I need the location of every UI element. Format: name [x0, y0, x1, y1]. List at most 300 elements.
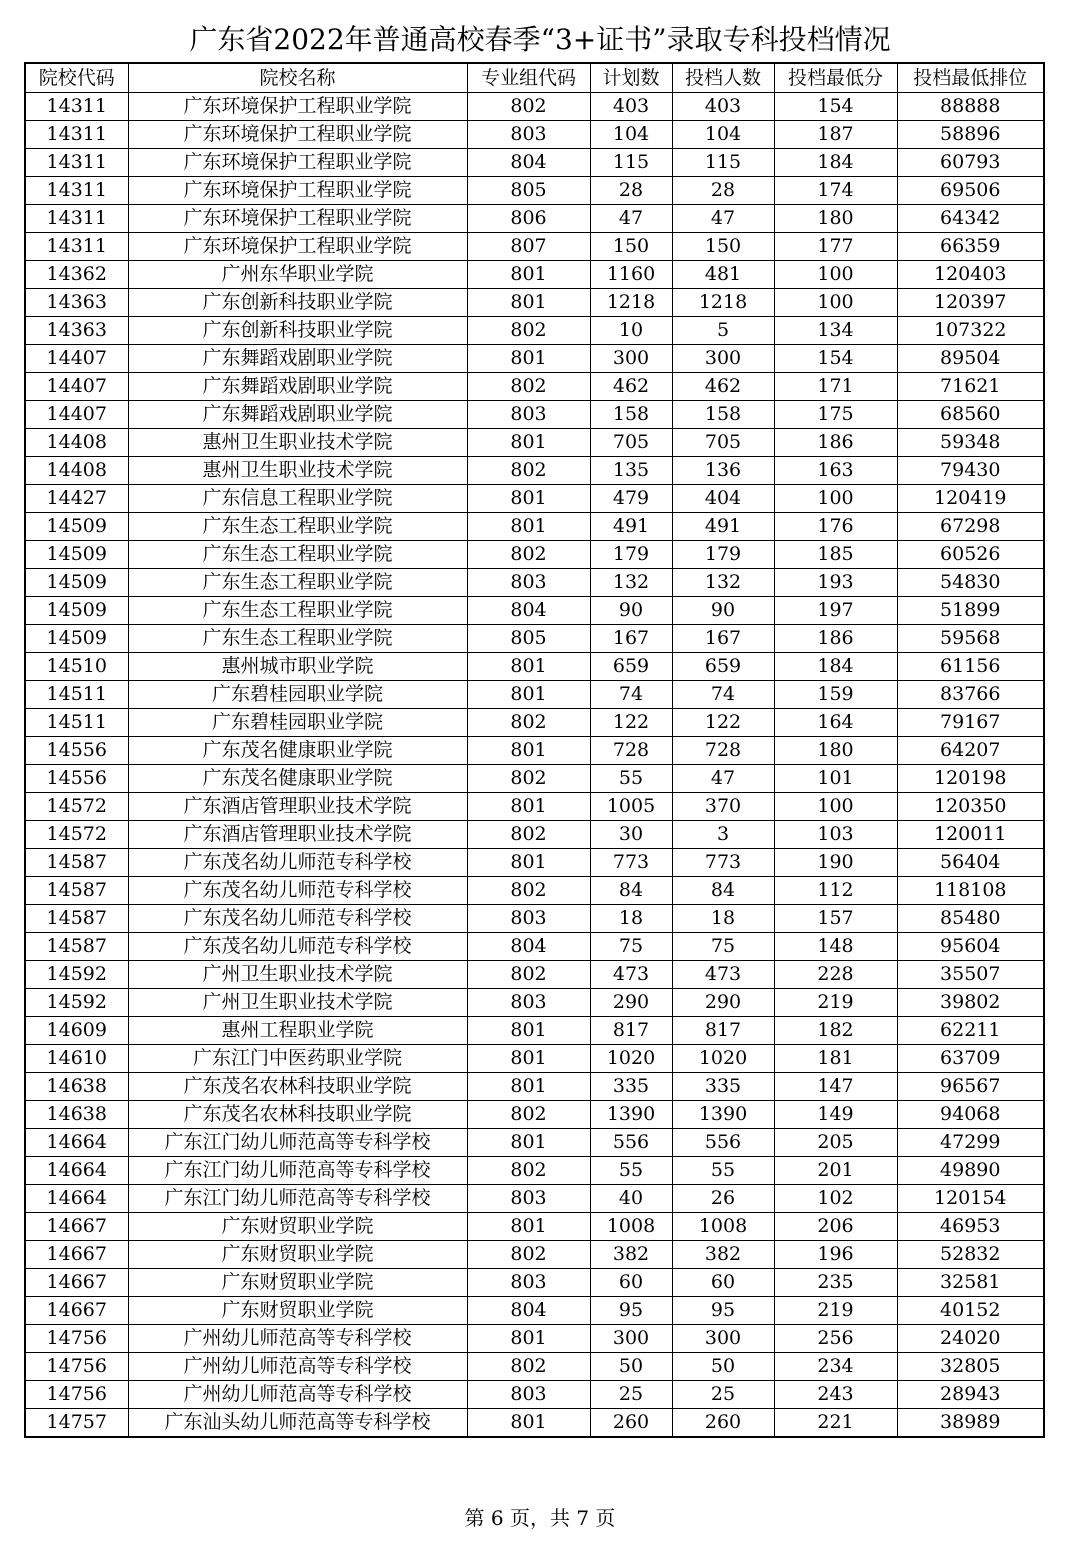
table-row — [25, 93, 1044, 121]
cell-min-rank: 63709 — [897, 1045, 1044, 1073]
cell-min-score: 235 — [774, 1269, 897, 1297]
cell-school-code: 14664 — [25, 1129, 128, 1157]
table-row — [25, 1325, 1044, 1353]
cell-plan-count: 335 — [590, 1073, 672, 1101]
cell-admitted-count: 158 — [672, 401, 774, 429]
table-row — [25, 1381, 1044, 1409]
cell-school-code: 14757 — [25, 1409, 128, 1438]
cell-plan-count: 1160 — [590, 261, 672, 289]
cell-school-name: 广东茂名农林科技职业学院 — [128, 1101, 467, 1129]
cell-admitted-count: 122 — [672, 709, 774, 737]
cell-min-score: 171 — [774, 373, 897, 401]
cell-admitted-count: 300 — [672, 1325, 774, 1353]
header-min-score: 投档最低分 — [774, 63, 897, 93]
cell-min-score: 176 — [774, 513, 897, 541]
cell-school-name: 广东酒店管理职业技术学院 — [128, 821, 467, 849]
cell-school-code: 14363 — [25, 317, 128, 345]
cell-major-group-code: 801 — [467, 513, 590, 541]
cell-school-name: 广东碧桂园职业学院 — [128, 681, 467, 709]
cell-plan-count: 773 — [590, 849, 672, 877]
cell-admitted-count: 462 — [672, 373, 774, 401]
cell-admitted-count: 150 — [672, 233, 774, 261]
cell-admitted-count: 335 — [672, 1073, 774, 1101]
table-row — [25, 737, 1044, 765]
cell-school-name: 广东财贸职业学院 — [128, 1213, 467, 1241]
cell-min-rank: 28943 — [897, 1381, 1044, 1409]
cell-school-name: 广东信息工程职业学院 — [128, 485, 467, 513]
cell-admitted-count: 382 — [672, 1241, 774, 1269]
cell-school-code: 14556 — [25, 737, 128, 765]
cell-admitted-count: 556 — [672, 1129, 774, 1157]
header-school-name: 院校名称 — [128, 63, 467, 93]
cell-major-group-code: 801 — [467, 849, 590, 877]
cell-plan-count: 60 — [590, 1269, 672, 1297]
cell-plan-count: 50 — [590, 1353, 672, 1381]
cell-min-score: 175 — [774, 401, 897, 429]
cell-school-code: 14311 — [25, 205, 128, 233]
cell-min-score: 184 — [774, 653, 897, 681]
cell-school-name: 广东生态工程职业学院 — [128, 513, 467, 541]
cell-plan-count: 290 — [590, 989, 672, 1017]
cell-min-rank: 24020 — [897, 1325, 1044, 1353]
cell-min-score: 180 — [774, 737, 897, 765]
cell-min-score: 100 — [774, 261, 897, 289]
cell-plan-count: 491 — [590, 513, 672, 541]
cell-plan-count: 115 — [590, 149, 672, 177]
table-row — [25, 1409, 1044, 1438]
cell-school-code: 14587 — [25, 905, 128, 933]
cell-major-group-code: 802 — [467, 93, 590, 121]
cell-major-group-code: 803 — [467, 569, 590, 597]
cell-major-group-code: 802 — [467, 1353, 590, 1381]
cell-school-code: 14592 — [25, 989, 128, 1017]
cell-min-rank: 64207 — [897, 737, 1044, 765]
cell-min-rank: 120419 — [897, 485, 1044, 513]
cell-school-name: 广东创新科技职业学院 — [128, 289, 467, 317]
table-row — [25, 1157, 1044, 1185]
cell-min-rank: 52832 — [897, 1241, 1044, 1269]
cell-min-score: 148 — [774, 933, 897, 961]
cell-plan-count: 300 — [590, 1325, 672, 1353]
cell-min-rank: 120350 — [897, 793, 1044, 821]
cell-school-code: 14587 — [25, 849, 128, 877]
table-row — [25, 1073, 1044, 1101]
cell-school-name: 广州卫生职业技术学院 — [128, 989, 467, 1017]
page-title: 广东省2022年普通高校春季“3+证书”录取专科投档情况 — [189, 23, 891, 56]
cell-school-code: 14407 — [25, 373, 128, 401]
cell-admitted-count: 473 — [672, 961, 774, 989]
cell-min-score: 196 — [774, 1241, 897, 1269]
cell-min-rank: 118108 — [897, 877, 1044, 905]
cell-min-rank: 60526 — [897, 541, 1044, 569]
cell-school-code: 14511 — [25, 709, 128, 737]
cell-admitted-count: 370 — [672, 793, 774, 821]
cell-min-rank: 39802 — [897, 989, 1044, 1017]
cell-plan-count: 75 — [590, 933, 672, 961]
table-row — [25, 149, 1044, 177]
cell-school-code: 14510 — [25, 653, 128, 681]
cell-min-score: 186 — [774, 429, 897, 457]
cell-admitted-count: 817 — [672, 1017, 774, 1045]
cell-major-group-code: 802 — [467, 961, 590, 989]
cell-min-rank: 59568 — [897, 625, 1044, 653]
table-row — [25, 233, 1044, 261]
cell-plan-count: 28 — [590, 177, 672, 205]
cell-school-code: 14572 — [25, 821, 128, 849]
cell-school-name: 惠州卫生职业技术学院 — [128, 429, 467, 457]
table-row — [25, 1213, 1044, 1241]
table-row — [25, 569, 1044, 597]
cell-school-code: 14756 — [25, 1353, 128, 1381]
cell-min-rank: 54830 — [897, 569, 1044, 597]
cell-min-rank: 38989 — [897, 1409, 1044, 1438]
cell-admitted-count: 132 — [672, 569, 774, 597]
table-row — [25, 681, 1044, 709]
cell-min-rank: 88888 — [897, 93, 1044, 121]
cell-school-code: 14667 — [25, 1297, 128, 1325]
table-row — [25, 793, 1044, 821]
cell-admitted-count: 728 — [672, 737, 774, 765]
cell-school-name: 广东生态工程职业学院 — [128, 625, 467, 653]
table-row — [25, 653, 1044, 681]
cell-plan-count: 1005 — [590, 793, 672, 821]
cell-min-rank: 62211 — [897, 1017, 1044, 1045]
cell-major-group-code: 801 — [467, 345, 590, 373]
table-row — [25, 1101, 1044, 1129]
cell-school-code: 14511 — [25, 681, 128, 709]
cell-school-code: 14509 — [25, 597, 128, 625]
table-row — [25, 429, 1044, 457]
cell-min-rank: 85480 — [897, 905, 1044, 933]
table-row — [25, 597, 1044, 625]
cell-plan-count: 30 — [590, 821, 672, 849]
cell-min-rank: 79430 — [897, 457, 1044, 485]
page-footer: 第 6 页，共 7 页 — [464, 1506, 616, 1530]
cell-school-name: 广东茂名幼儿师范专科学校 — [128, 905, 467, 933]
cell-major-group-code: 803 — [467, 401, 590, 429]
cell-min-score: 157 — [774, 905, 897, 933]
cell-admitted-count: 300 — [672, 345, 774, 373]
cell-school-name: 广东茂名幼儿师范专科学校 — [128, 877, 467, 905]
cell-school-code: 14587 — [25, 933, 128, 961]
cell-admitted-count: 60 — [672, 1269, 774, 1297]
cell-min-score: 193 — [774, 569, 897, 597]
table-row — [25, 401, 1044, 429]
cell-plan-count: 462 — [590, 373, 672, 401]
cell-plan-count: 817 — [590, 1017, 672, 1045]
cell-school-name: 广州幼儿师范高等专科学校 — [128, 1325, 467, 1353]
cell-school-name: 广东财贸职业学院 — [128, 1297, 467, 1325]
cell-plan-count: 728 — [590, 737, 672, 765]
table-row — [25, 1353, 1044, 1381]
cell-school-name: 广东茂名幼儿师范专科学校 — [128, 933, 467, 961]
cell-min-score: 243 — [774, 1381, 897, 1409]
table-row — [25, 177, 1044, 205]
cell-major-group-code: 801 — [467, 261, 590, 289]
cell-min-rank: 59348 — [897, 429, 1044, 457]
cell-school-code: 14509 — [25, 569, 128, 597]
cell-admitted-count: 773 — [672, 849, 774, 877]
cell-admitted-count: 74 — [672, 681, 774, 709]
cell-min-rank: 60793 — [897, 149, 1044, 177]
cell-min-score: 147 — [774, 1073, 897, 1101]
cell-major-group-code: 803 — [467, 989, 590, 1017]
cell-school-code: 14756 — [25, 1381, 128, 1409]
cell-min-score: 205 — [774, 1129, 897, 1157]
cell-major-group-code: 801 — [467, 429, 590, 457]
cell-min-score: 228 — [774, 961, 897, 989]
cell-major-group-code: 801 — [467, 681, 590, 709]
cell-school-code: 14311 — [25, 93, 128, 121]
cell-school-code: 14362 — [25, 261, 128, 289]
cell-school-code: 14609 — [25, 1017, 128, 1045]
cell-min-rank: 64342 — [897, 205, 1044, 233]
cell-major-group-code: 801 — [467, 1325, 590, 1353]
cell-school-name: 广州幼儿师范高等专科学校 — [128, 1381, 467, 1409]
cell-admitted-count: 47 — [672, 205, 774, 233]
cell-admitted-count: 1008 — [672, 1213, 774, 1241]
cell-admitted-count: 104 — [672, 121, 774, 149]
cell-min-score: 206 — [774, 1213, 897, 1241]
cell-min-rank: 120397 — [897, 289, 1044, 317]
cell-admitted-count: 179 — [672, 541, 774, 569]
cell-school-code: 14667 — [25, 1241, 128, 1269]
cell-school-code: 14311 — [25, 177, 128, 205]
cell-admitted-count: 1390 — [672, 1101, 774, 1129]
cell-min-rank: 35507 — [897, 961, 1044, 989]
cell-school-name: 广东创新科技职业学院 — [128, 317, 467, 345]
cell-min-score: 100 — [774, 485, 897, 513]
table-row — [25, 933, 1044, 961]
cell-school-code: 14756 — [25, 1325, 128, 1353]
cell-major-group-code: 801 — [467, 1129, 590, 1157]
cell-plan-count: 25 — [590, 1381, 672, 1409]
header-row — [25, 63, 1044, 93]
cell-min-rank: 40152 — [897, 1297, 1044, 1325]
cell-admitted-count: 90 — [672, 597, 774, 625]
cell-admitted-count: 260 — [672, 1409, 774, 1438]
cell-min-score: 164 — [774, 709, 897, 737]
cell-plan-count: 1008 — [590, 1213, 672, 1241]
cell-major-group-code: 802 — [467, 317, 590, 345]
cell-admitted-count: 115 — [672, 149, 774, 177]
cell-min-rank: 46953 — [897, 1213, 1044, 1241]
cell-min-rank: 83766 — [897, 681, 1044, 709]
cell-major-group-code: 801 — [467, 289, 590, 317]
cell-plan-count: 84 — [590, 877, 672, 905]
cell-major-group-code: 802 — [467, 765, 590, 793]
cell-major-group-code: 806 — [467, 205, 590, 233]
cell-min-rank: 120403 — [897, 261, 1044, 289]
cell-min-score: 100 — [774, 289, 897, 317]
cell-min-score: 221 — [774, 1409, 897, 1438]
cell-plan-count: 95 — [590, 1297, 672, 1325]
cell-admitted-count: 1020 — [672, 1045, 774, 1073]
cell-min-rank: 66359 — [897, 233, 1044, 261]
cell-plan-count: 132 — [590, 569, 672, 597]
cell-min-score: 234 — [774, 1353, 897, 1381]
cell-school-name: 广东茂名幼儿师范专科学校 — [128, 849, 467, 877]
cell-major-group-code: 804 — [467, 1297, 590, 1325]
cell-major-group-code: 807 — [467, 233, 590, 261]
cell-min-score: 149 — [774, 1101, 897, 1129]
cell-school-name: 广东环境保护工程职业学院 — [128, 233, 467, 261]
cell-admitted-count: 55 — [672, 1157, 774, 1185]
cell-min-score: 186 — [774, 625, 897, 653]
cell-major-group-code: 801 — [467, 1017, 590, 1045]
cell-min-rank: 69506 — [897, 177, 1044, 205]
cell-plan-count: 1390 — [590, 1101, 672, 1129]
cell-min-score: 180 — [774, 205, 897, 233]
cell-major-group-code: 801 — [467, 485, 590, 513]
cell-plan-count: 74 — [590, 681, 672, 709]
cell-min-score: 154 — [774, 93, 897, 121]
cell-major-group-code: 805 — [467, 177, 590, 205]
cell-plan-count: 150 — [590, 233, 672, 261]
cell-school-name: 广东财贸职业学院 — [128, 1269, 467, 1297]
cell-school-name: 广东酒店管理职业技术学院 — [128, 793, 467, 821]
cell-min-score: 134 — [774, 317, 897, 345]
cell-min-score: 112 — [774, 877, 897, 905]
cell-plan-count: 167 — [590, 625, 672, 653]
cell-school-name: 广州幼儿师范高等专科学校 — [128, 1353, 467, 1381]
cell-plan-count: 1020 — [590, 1045, 672, 1073]
cell-admitted-count: 26 — [672, 1185, 774, 1213]
cell-plan-count: 382 — [590, 1241, 672, 1269]
cell-admitted-count: 50 — [672, 1353, 774, 1381]
cell-school-name: 广州卫生职业技术学院 — [128, 961, 467, 989]
table-header — [25, 63, 1044, 93]
cell-min-rank: 120011 — [897, 821, 1044, 849]
table-row — [25, 345, 1044, 373]
cell-min-score: 154 — [774, 345, 897, 373]
cell-min-rank: 51899 — [897, 597, 1044, 625]
cell-school-name: 广东茂名健康职业学院 — [128, 765, 467, 793]
cell-major-group-code: 802 — [467, 877, 590, 905]
cell-school-code: 14407 — [25, 345, 128, 373]
cell-major-group-code: 803 — [467, 1185, 590, 1213]
cell-min-rank: 67298 — [897, 513, 1044, 541]
cell-admitted-count: 167 — [672, 625, 774, 653]
cell-plan-count: 659 — [590, 653, 672, 681]
cell-school-code: 14667 — [25, 1269, 128, 1297]
cell-plan-count: 260 — [590, 1409, 672, 1438]
cell-major-group-code: 802 — [467, 821, 590, 849]
table-row — [25, 289, 1044, 317]
table-row — [25, 961, 1044, 989]
table-row — [25, 1269, 1044, 1297]
cell-school-name: 广东环境保护工程职业学院 — [128, 149, 467, 177]
cell-min-rank: 71621 — [897, 373, 1044, 401]
cell-plan-count: 18 — [590, 905, 672, 933]
cell-major-group-code: 804 — [467, 149, 590, 177]
cell-school-code: 14664 — [25, 1185, 128, 1213]
cell-school-code: 14667 — [25, 1213, 128, 1241]
table-row — [25, 513, 1044, 541]
table-body — [25, 93, 1044, 1438]
cell-school-code: 14587 — [25, 877, 128, 905]
cell-admitted-count: 18 — [672, 905, 774, 933]
cell-major-group-code: 801 — [467, 653, 590, 681]
cell-plan-count: 479 — [590, 485, 672, 513]
cell-school-name: 广州东华职业学院 — [128, 261, 467, 289]
admission-table — [24, 62, 1045, 1438]
cell-major-group-code: 802 — [467, 709, 590, 737]
cell-school-name: 广东汕头幼儿师范高等专科学校 — [128, 1409, 467, 1438]
cell-school-name: 广东环境保护工程职业学院 — [128, 177, 467, 205]
cell-min-rank: 120198 — [897, 765, 1044, 793]
cell-school-code: 14509 — [25, 513, 128, 541]
cell-plan-count: 158 — [590, 401, 672, 429]
cell-major-group-code: 801 — [467, 1409, 590, 1438]
header-school-code: 院校代码 — [25, 63, 128, 93]
table-row — [25, 485, 1044, 513]
cell-admitted-count: 403 — [672, 93, 774, 121]
header-admitted-count: 投档人数 — [672, 63, 774, 93]
table-row — [25, 317, 1044, 345]
cell-major-group-code: 803 — [467, 905, 590, 933]
cell-school-name: 广东碧桂园职业学院 — [128, 709, 467, 737]
cell-min-rank: 47299 — [897, 1129, 1044, 1157]
cell-admitted-count: 136 — [672, 457, 774, 485]
cell-admitted-count: 75 — [672, 933, 774, 961]
cell-major-group-code: 801 — [467, 1073, 590, 1101]
cell-min-score: 190 — [774, 849, 897, 877]
cell-school-name: 广东茂名健康职业学院 — [128, 737, 467, 765]
cell-min-score: 159 — [774, 681, 897, 709]
cell-school-code: 14311 — [25, 233, 128, 261]
cell-min-rank: 96567 — [897, 1073, 1044, 1101]
cell-major-group-code: 802 — [467, 1241, 590, 1269]
cell-school-name: 广东生态工程职业学院 — [128, 569, 467, 597]
cell-school-code: 14408 — [25, 457, 128, 485]
cell-school-code: 14610 — [25, 1045, 128, 1073]
cell-admitted-count: 404 — [672, 485, 774, 513]
cell-plan-count: 104 — [590, 121, 672, 149]
cell-major-group-code: 804 — [467, 597, 590, 625]
cell-min-rank: 56404 — [897, 849, 1044, 877]
table-row — [25, 849, 1044, 877]
cell-min-score: 177 — [774, 233, 897, 261]
cell-school-name: 广东环境保护工程职业学院 — [128, 205, 467, 233]
cell-school-name: 广东江门幼儿师范高等专科学校 — [128, 1185, 467, 1213]
cell-plan-count: 122 — [590, 709, 672, 737]
cell-min-rank: 89504 — [897, 345, 1044, 373]
cell-admitted-count: 84 — [672, 877, 774, 905]
cell-plan-count: 55 — [590, 1157, 672, 1185]
cell-school-code: 14407 — [25, 401, 128, 429]
cell-min-score: 102 — [774, 1185, 897, 1213]
cell-admitted-count: 28 — [672, 177, 774, 205]
cell-min-score: 187 — [774, 121, 897, 149]
table-row — [25, 1129, 1044, 1157]
cell-school-name: 惠州城市职业学院 — [128, 653, 467, 681]
table-row — [25, 709, 1044, 737]
cell-school-name: 广东江门中医药职业学院 — [128, 1045, 467, 1073]
cell-major-group-code: 803 — [467, 1269, 590, 1297]
cell-min-score: 182 — [774, 1017, 897, 1045]
cell-school-code: 14556 — [25, 765, 128, 793]
cell-min-score: 219 — [774, 1297, 897, 1325]
cell-school-name: 广东生态工程职业学院 — [128, 597, 467, 625]
header-min-rank: 投档最低排位 — [897, 63, 1044, 93]
cell-min-score: 256 — [774, 1325, 897, 1353]
table-row — [25, 1297, 1044, 1325]
table-row — [25, 905, 1044, 933]
table-row — [25, 625, 1044, 653]
cell-min-score: 174 — [774, 177, 897, 205]
cell-min-rank: 120154 — [897, 1185, 1044, 1213]
